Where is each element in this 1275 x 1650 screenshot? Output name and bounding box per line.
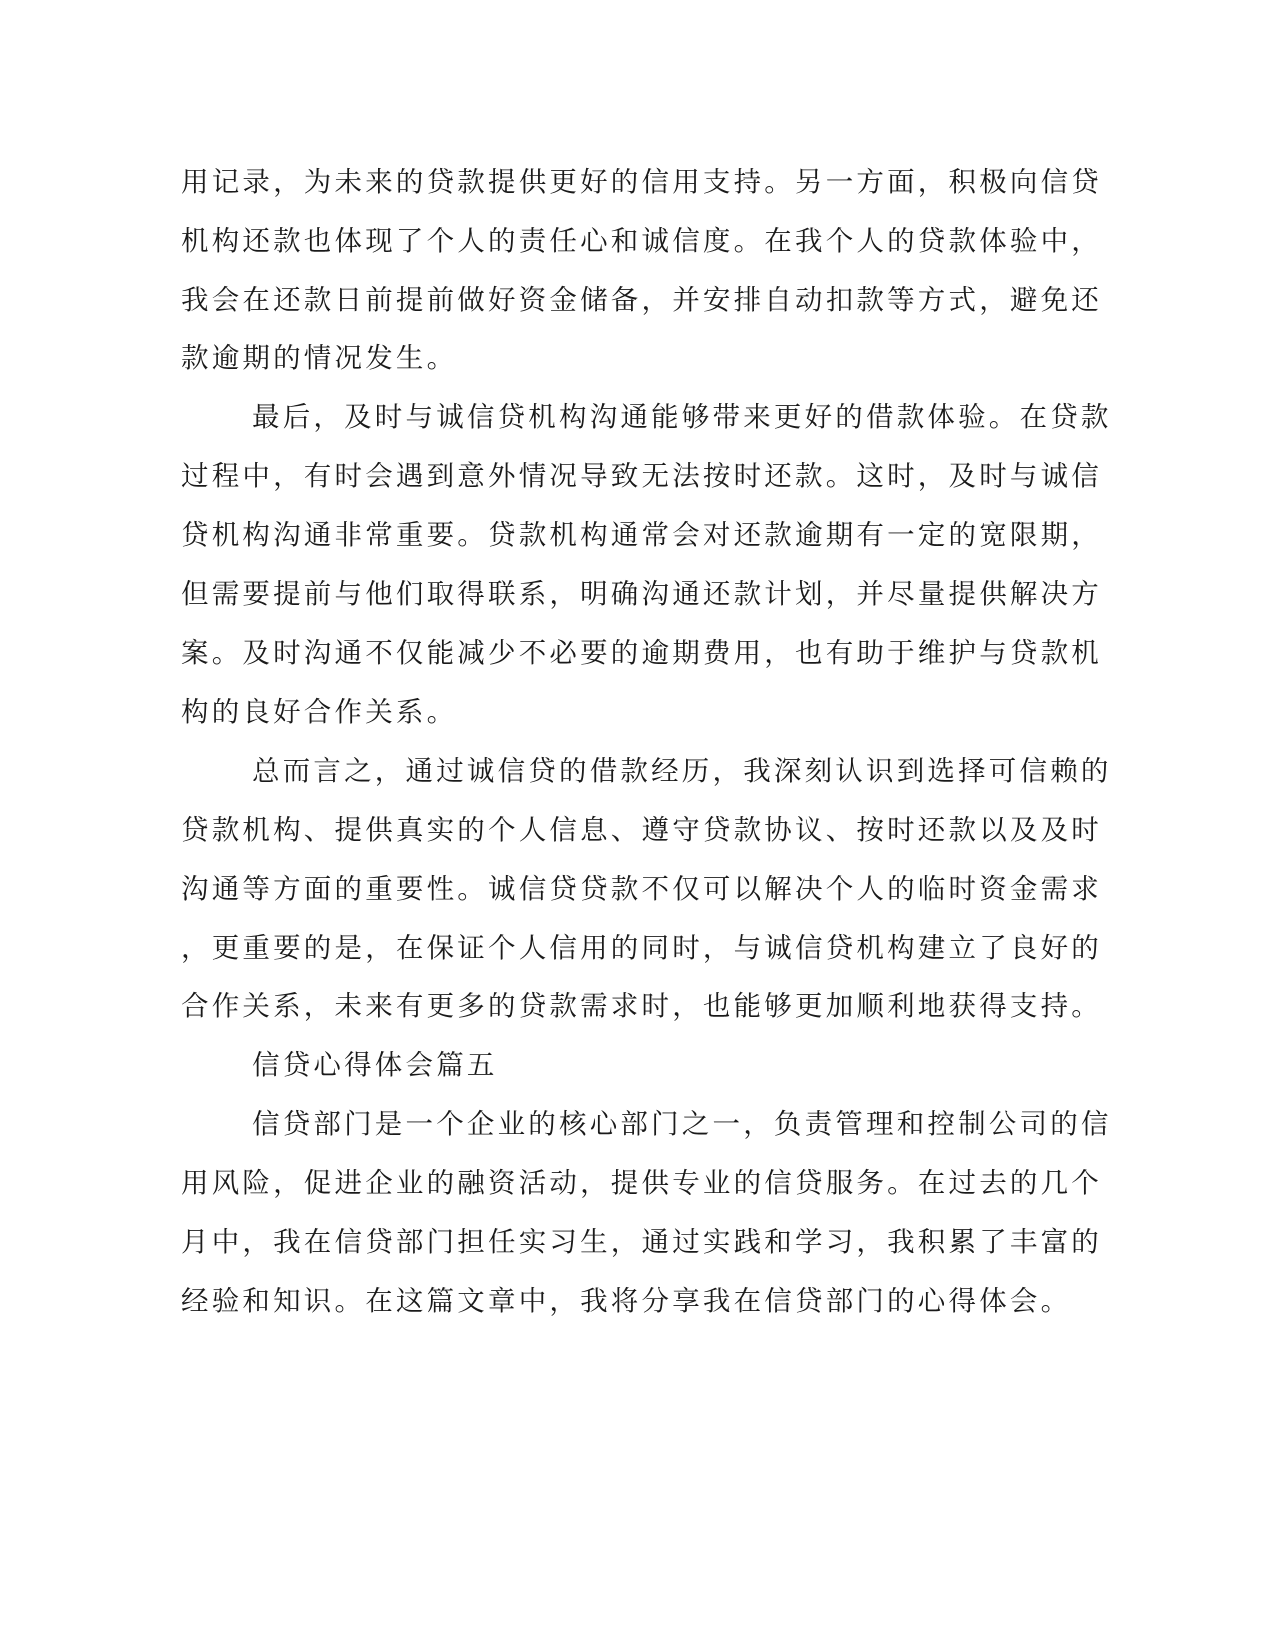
text-line: 款逾期的情况发生。 (181, 342, 458, 374)
text-line: 经验和知识。在这篇文章中，我将分享我在信贷部门的心得体会。 (181, 1285, 1072, 1317)
text-line: 月中，我在信贷部门担任实习生，通过实践和学习，我积累了丰富的 (181, 1226, 1102, 1258)
text-line: 用风险，促进企业的融资活动，提供专业的信贷服务。在过去的几个 (181, 1167, 1102, 1199)
text-line: 合作关系，未来有更多的贷款需求时，也能够更加顺利地获得支持。 (181, 990, 1102, 1022)
text-line: 我会在还款日前提前做好资金储备，并安排自动扣款等方式，避免还 (181, 284, 1102, 316)
text-line: 贷款机构、提供真实的个人信息、遵守贷款协议、按时还款以及及时 (181, 814, 1102, 846)
paragraph-first-line: 信贷部门是一个企业的核心部门之一，负责管理和控制公司的信 (252, 1108, 1112, 1140)
text-line: 贷机构沟通非常重要。贷款机构通常会对还款逾期有一定的宽限期， (181, 519, 1102, 551)
text-line: 构的良好合作关系。 (181, 696, 458, 728)
text-line: 案。及时沟通不仅能减少不必要的逾期费用，也有助于维护与贷款机 (181, 637, 1102, 669)
section-heading: 信贷心得体会篇五 (252, 1049, 498, 1081)
paragraph-first-line: 总而言之，通过诚信贷的借款经历，我深刻认识到选择可信赖的 (252, 755, 1112, 787)
text-line: 机构还款也体现了个人的责任心和诚信度。在我个人的贷款体验中， (181, 225, 1102, 257)
text-line: 但需要提前与他们取得联系，明确沟通还款计划，并尽量提供解决方 (181, 578, 1102, 610)
text-line: 过程中，有时会遇到意外情况导致无法按时还款。这时，及时与诚信 (181, 460, 1102, 492)
text-line: 用记录，为未来的贷款提供更好的信用支持。另一方面，积极向信贷 (181, 166, 1102, 198)
text-line: 沟通等方面的重要性。诚信贷贷款不仅可以解决个人的临时资金需求 (181, 873, 1102, 905)
text-line: ，更重要的是，在保证个人信用的同时，与诚信贷机构建立了良好的 (181, 932, 1102, 964)
paragraph-first-line: 最后，及时与诚信贷机构沟通能够带来更好的借款体验。在贷款 (252, 401, 1112, 433)
